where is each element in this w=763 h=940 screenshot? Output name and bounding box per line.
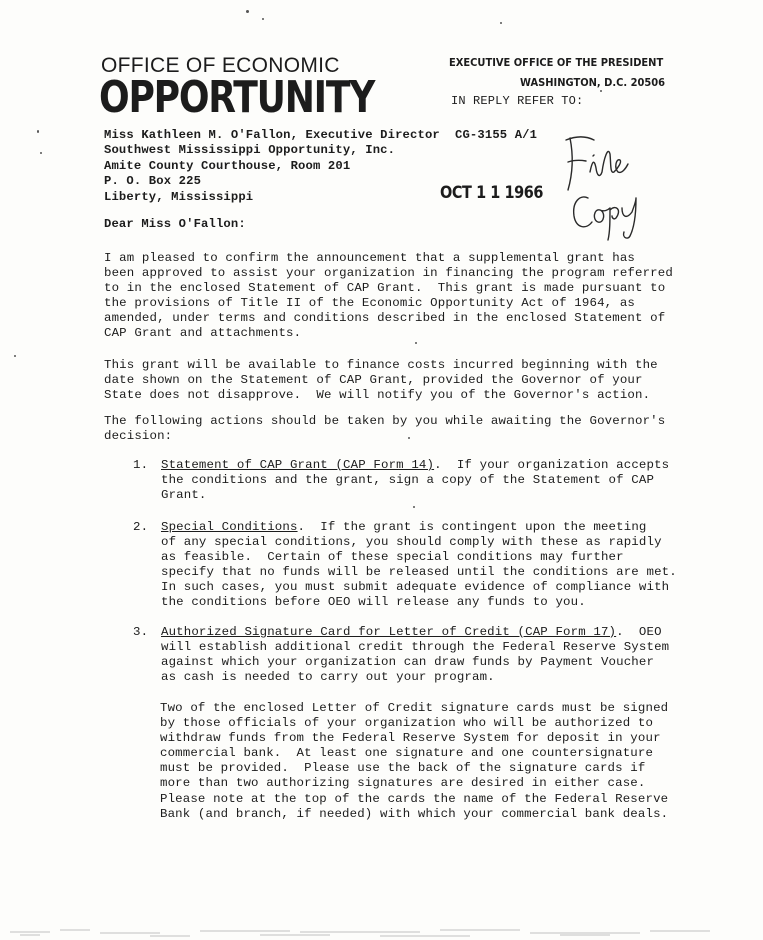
recipient-organization: Southwest Mississippi Opportunity, Inc. bbox=[104, 143, 396, 158]
letterhead-office: OFFICE OF ECONOMIC bbox=[101, 54, 340, 77]
action-text: . If your organization accepts the conditions and the grant, sign a copy of the Statement of CAP Grant. bbox=[161, 458, 670, 503]
recipient-name: Miss Kathleen M. O'Fallon, Executive Director bbox=[104, 128, 440, 142]
washington-address-line: WASHINGTON, D.C. 20506 bbox=[520, 76, 666, 89]
scan-speck bbox=[500, 22, 502, 24]
action-text: . OEO will establish additional credit through the Federal Reserve System against which your organization can draw funds by Payment Voucher as cash is needed to carry out your program. bbox=[161, 625, 670, 685]
scan-speck bbox=[14, 355, 16, 357]
scan-speck bbox=[415, 342, 417, 344]
executive-office-line: EXECUTIVE OFFICE OF THE PRESIDENT bbox=[449, 56, 664, 69]
paragraph-signature-cards: Two of the enclosed Letter of Credit signature cards must be signed by those officials of your organization who will be authorized to withdraw funds from the Federal Reserve System for deposit in your commercial bank. At least one signature and one countersignature must be provided. Please use the back of the signature cards if more than two authorizing signatures are desired in either case. Please note at the top of the cards the name of the Federal Reserve Bank (and branch, if needed) with which your commercial bank deals. bbox=[160, 701, 669, 821]
scan-edge-noise bbox=[0, 924, 763, 940]
handwritten-file-copy-note bbox=[560, 128, 655, 243]
paragraph-grant-availability: This grant will be available to finance costs incurred beginning with the date shown on the Statement of CAP Grant, provided the Governor of your State does not disapprove. We will notify you of the Governor's action. bbox=[104, 358, 658, 403]
paragraph-actions-intro: The following actions should be taken by you while awaiting the Governor's decision: bbox=[104, 414, 666, 444]
recipient-city: Liberty, Mississippi bbox=[104, 189, 254, 204]
action-item-signature-card bbox=[161, 625, 669, 685]
reply-refer-label: IN REPLY REFER TO: bbox=[451, 94, 584, 108]
action-number: 3. bbox=[133, 625, 149, 639]
action-number: 2. bbox=[133, 520, 149, 534]
paragraph-grant-confirmation: I am pleased to confirm the announcement that a supplemental grant has been approved to assist your organization in financing the program referred to in the enclosed Statement of CAP Grant. This grant is made pursuant to the provisions of Title II of the Economic Opportunity Act of 1964, as amended, under terms and conditions described in the enclosed Statement of CAP Grant and attachments. bbox=[104, 251, 673, 341]
action-title: Statement of CAP Grant (CAP Form 14) bbox=[161, 458, 435, 472]
letterhead-opportunity: OPPORTUNITY bbox=[99, 72, 375, 123]
scan-speck bbox=[37, 130, 39, 133]
salutation: Dear Miss O'Fallon: bbox=[104, 217, 246, 231]
scan-speck bbox=[408, 437, 410, 439]
scan-speck bbox=[246, 10, 249, 13]
action-title: Special Conditions bbox=[161, 520, 298, 534]
scan-speck bbox=[40, 152, 42, 154]
recipient-address-block bbox=[104, 128, 440, 205]
date-stamp: OCT 1 1 1966 bbox=[440, 183, 544, 203]
scan-speck bbox=[262, 18, 264, 20]
action-item-special-conditions bbox=[161, 520, 677, 611]
action-number: 1. bbox=[133, 458, 149, 472]
reference-code: CG-3155 A/1 bbox=[455, 128, 538, 142]
action-item-cap-grant bbox=[161, 458, 669, 503]
action-text: . If the grant is contingent upon the meeting of any special conditions, you should comply with these as rapidly as feasible. Certain of these special conditions may further specify that no funds will be released until the conditions are met. In such cases, you must submit adequate evidence of compliance with the conditions before OEO will release any funds to you. bbox=[161, 520, 677, 610]
recipient-address-line1: Amite County Courthouse, Room 201 bbox=[104, 158, 351, 173]
scan-speck bbox=[600, 90, 602, 92]
recipient-address-line2: P. O. Box 225 bbox=[104, 174, 202, 189]
scan-speck bbox=[413, 506, 415, 508]
action-title: Authorized Signature Card for Letter of Credit (CAP Form 17) bbox=[161, 625, 617, 639]
